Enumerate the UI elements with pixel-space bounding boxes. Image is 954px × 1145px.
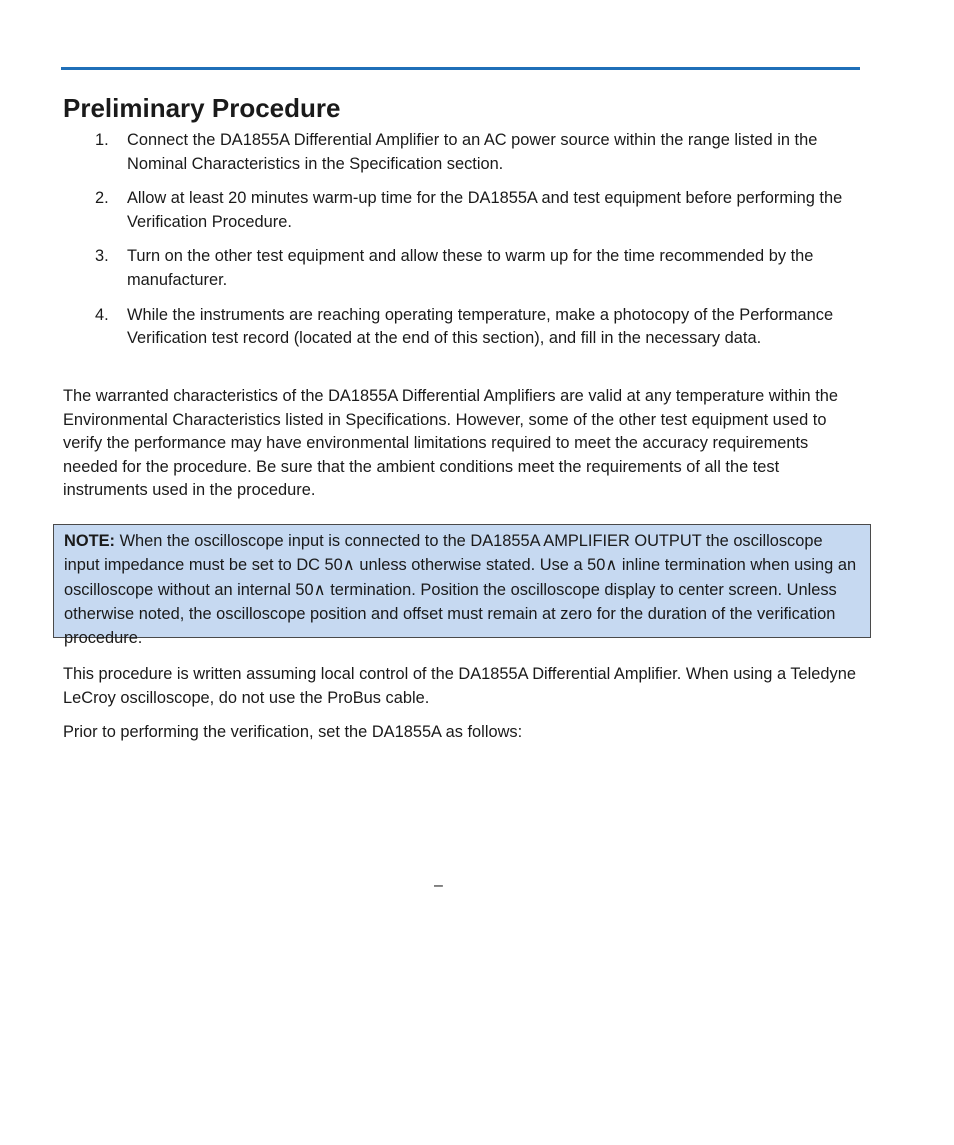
step-number: 3. bbox=[95, 247, 109, 266]
step-text: Connect the DA1855A Differential Amplifier to an AC power source within the range listed in the Nominal Characteristics in the Specification section. bbox=[127, 131, 818, 173]
procedure-step bbox=[63, 187, 863, 234]
warranted-characteristics-paragraph: The warranted characteristics of the DA1855A Differential Amplifiers are valid at any temperature within the Environmental Characteristics listed in Specifications. However, some of the other test equipment used to verify the performance may have environmental limitations required to meet the accuracy requirements needed for the procedure. Be sure that the ambient conditions meet the requirements of all the test instruments used in the procedure. bbox=[63, 387, 838, 500]
prior-setup-paragraph: Prior to performing the verification, set the DA1855A as follows: bbox=[63, 723, 523, 741]
step-text: Turn on the other test equipment and allow these to warm up for the time recommended by the manufacturer. bbox=[127, 247, 814, 289]
note-text: When the oscilloscope input is connected to the DA1855A AMPLIFIER OUTPUT the oscilloscope input impedance must be set to DC 50∧ unless otherwise stated. Use a 50∧ inline termination when using an oscilloscope without an internal 50∧ termination. Position the oscilloscope display to center screen. Unless otherwise noted, the oscilloscope position and offset must remain at zero for the duration of the verification procedure. bbox=[64, 532, 857, 648]
procedure-step bbox=[63, 129, 863, 176]
header-rule bbox=[61, 67, 860, 70]
step-text: While the instruments are reaching operating temperature, make a photocopy of the Performance Verification test record (located at the end of this section), and fill in the necessary data. bbox=[127, 305, 834, 348]
procedure-steps bbox=[63, 129, 863, 362]
section-heading: Preliminary Procedure bbox=[63, 93, 341, 123]
stray-dash-mark: ‒ bbox=[434, 877, 443, 894]
procedure-step bbox=[63, 304, 863, 351]
step-number: 2. bbox=[95, 189, 109, 208]
procedure-step bbox=[63, 245, 863, 292]
local-control-paragraph: This procedure is written assuming local control of the DA1855A Differential Amplifier. When using a Teledyne LeCroy oscilloscope, do not use the ProBus cable. bbox=[63, 665, 856, 707]
step-text: Allow at least 20 minutes warm-up time for the DA1855A and test equipment before performing the Verification Procedure. bbox=[127, 189, 843, 231]
note-callout bbox=[53, 524, 871, 648]
step-number: 4. bbox=[95, 305, 109, 324]
note-label: NOTE: bbox=[64, 532, 115, 550]
step-number: 1. bbox=[95, 131, 109, 149]
